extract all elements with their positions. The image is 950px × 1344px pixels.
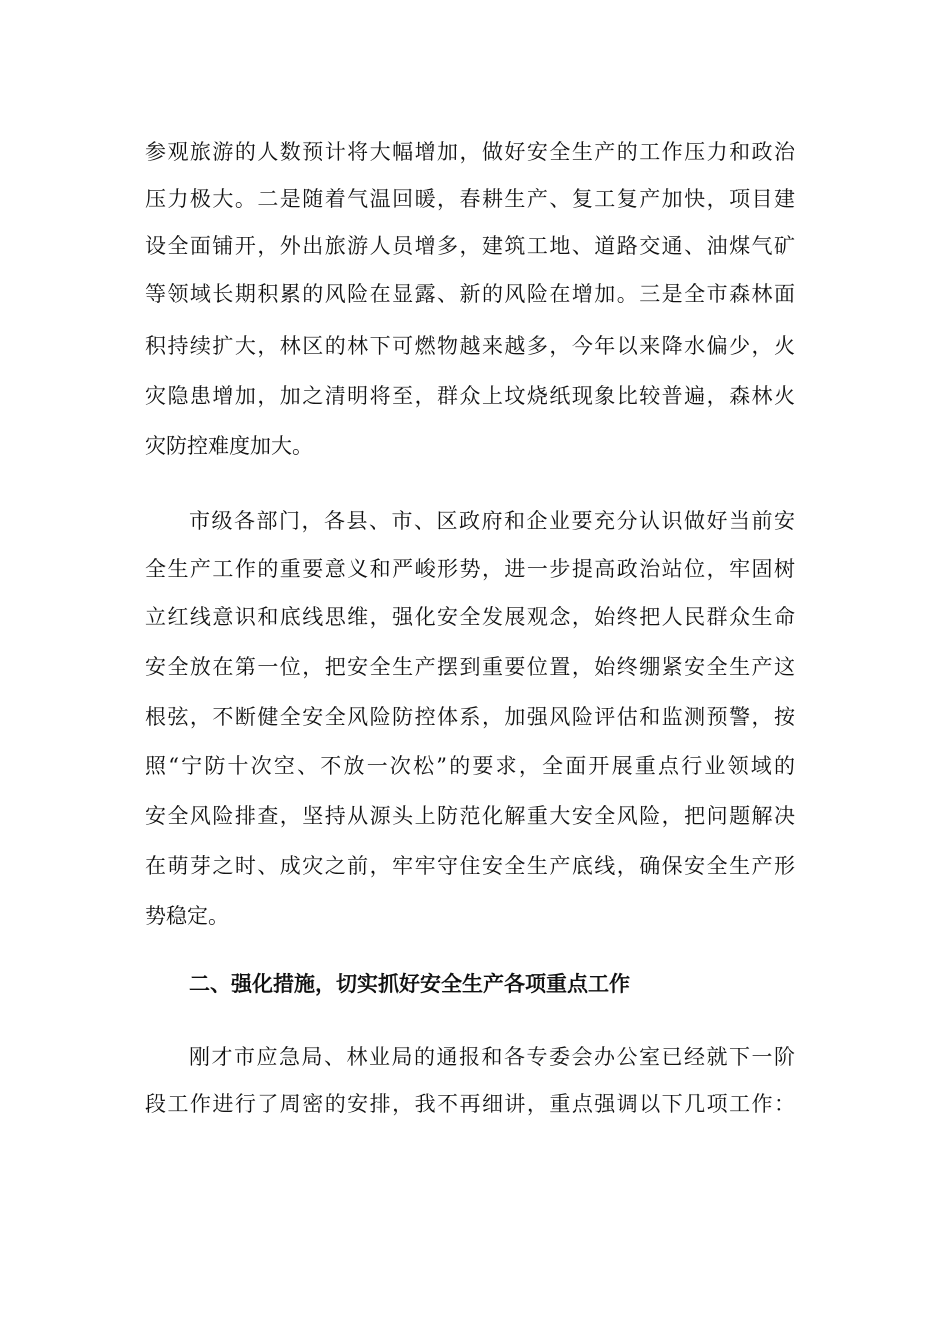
text-line: 照“宁防十次空、不放一次松”的要求，全面开展重点行业领域的 xyxy=(145,754,795,778)
text-line: 等领域长期积累的风险在显露、新的风险在增加。三是全市森林面 xyxy=(145,282,795,306)
text-line: 立红线意识和底线思维，强化安全发展观念，始终把人民群众生命 xyxy=(145,605,795,629)
text-line: 安全放在第一位，把安全生产摆到重要位置，始终绷紧安全生产这 xyxy=(145,655,795,679)
section-heading: 二、强化措施，切实抓好安全生产各项重点工作 xyxy=(189,972,630,996)
text-line: 段工作进行了周密的安排，我不再细讲，重点强调以下几项工作： xyxy=(145,1092,795,1116)
text-line: 市级各部门，各县、市、区政府和企业要充分认识做好当前安 xyxy=(189,509,795,533)
text-line: 积持续扩大，林区的林下可燃物越来越多，今年以来降水偏少，火 xyxy=(145,334,795,358)
text-line: 在萌芽之时、成灾之前，牢牢守住安全生产底线，确保安全生产形 xyxy=(145,854,795,878)
text-line: 安全风险排查，坚持从源头上防范化解重大安全风险，把问题解决 xyxy=(145,804,795,828)
text-line: 根弦，不断健全安全风险防控体系，加强风险评估和监测预警，按 xyxy=(145,705,795,729)
text-line: 全生产工作的重要意义和严峻形势，进一步提高政治站位，牢固树 xyxy=(145,557,795,581)
text-line: 灾防控难度加大。 xyxy=(145,434,313,458)
text-line: 设全面铺开，外出旅游人员增多，建筑工地、道路交通、油煤气矿 xyxy=(145,234,795,258)
text-line: 势稳定。 xyxy=(145,904,229,928)
text-line: 参观旅游的人数预计将大幅增加，做好安全生产的工作压力和政治 xyxy=(145,140,795,164)
text-line: 压力极大。二是随着气温回暖，春耕生产、复工复产加快，项目建 xyxy=(145,187,795,211)
text-line: 刚才市应急局、林业局的通报和各专委会办公室已经就下一阶 xyxy=(189,1045,795,1069)
text-line: 灾隐患增加，加之清明将至，群众上坟烧纸现象比较普遍，森林火 xyxy=(145,384,795,408)
